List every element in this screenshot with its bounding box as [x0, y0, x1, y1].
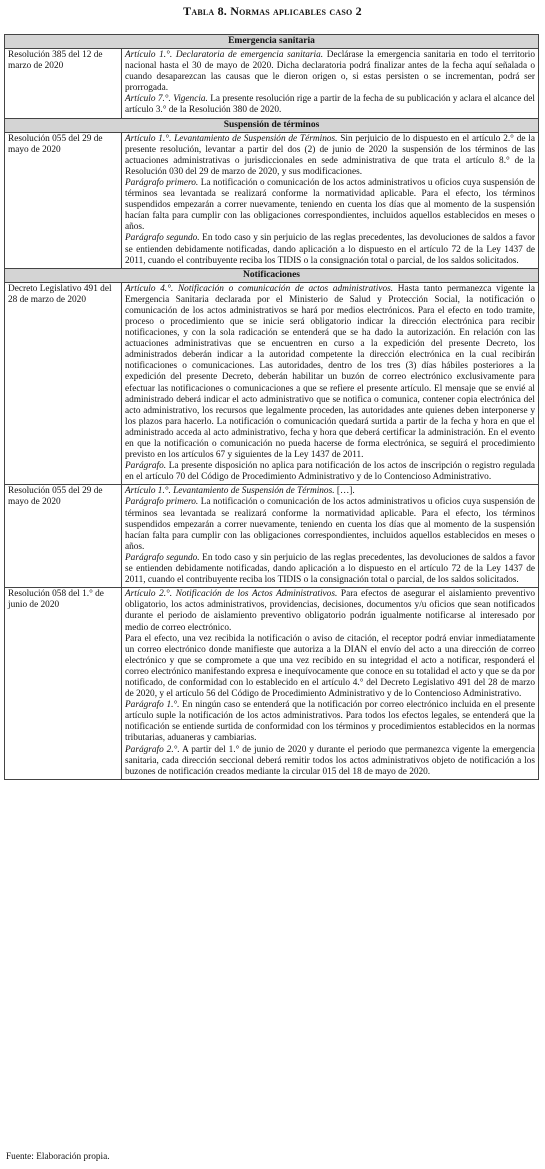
article-label: Parágrafo. — [125, 461, 167, 472]
article-paragraph — [125, 94, 535, 116]
article-label: Artículo 1.°. Levantamiento de Suspensión de Términos. — [125, 486, 335, 497]
article-text: Sin perjuicio de lo dispuesto en el artículo 2.° de la presente resolución, levantar a partir del dos (2) de junio de 2020 la suspensión de los términos de las actuaciones administrativas o jurisdiccionales en sede administrativa de que trata el artículo 8.° de la Resolución 030 del 29 de marzo de 2020, y sus modificaciones. — [125, 133, 535, 177]
table-row — [5, 132, 539, 268]
article-paragraph — [125, 634, 535, 701]
content-cell — [122, 485, 539, 588]
article-paragraph — [125, 461, 535, 483]
article-label: Parágrafo 1.°. — [125, 700, 180, 711]
article-label: Artículo 7.°. Vigencia. — [125, 94, 208, 105]
content-cell — [122, 132, 539, 268]
section-heading: Notificaciones — [5, 268, 539, 282]
content-cell — [122, 588, 539, 780]
section-heading: Suspensión de términos — [5, 118, 539, 132]
norm-cell: Decreto Legislativo 491 del 28 de marzo de 2020 — [5, 282, 122, 485]
section-heading: Emergencia sanitaria — [5, 35, 539, 49]
article-text: La notificación o comunicación de los actos administrativos u oficios cuya suspensión de términos sea levantada se realizará conforme la normatividad aplicable. Para el efecto, los términos suspendidos empezarán a correr nuevamente, teniendo en cuenta los días que al momento de la suspensión hacían falta para cumplir con las obligaciones correspondientes, incluidos aquellos establecidos en meses o años. — [125, 497, 536, 552]
table-row — [5, 49, 539, 119]
article-paragraph — [125, 497, 535, 552]
article-label: Artículo 4.°. Notificación o comunicación de actos administrativos. — [125, 283, 394, 294]
content-cell — [122, 282, 539, 485]
content-cell — [122, 49, 539, 119]
article-text: Para el efecto, una vez recibida la notificación o aviso de citación, el receptor podrá enviar inmediatamente un correo electrónico donde manifieste que autoriza a la DIAN el envío del acto a una dirección de correo electrónico y que se compromete a que una vez recibido en su integridad el acto a notificar, responderá el correo electrónico manifestando expresa e inequívocamente que conoce en su totalidad el acto y que se da por notificado, de conformidad con lo establecido en el artículo 4.° del Decreto Legislativo 491 del 28 de marzo de 2020, y el artículo 56 del Código de Procedimiento Administrativo y de lo Contencioso Administrativo. — [125, 633, 535, 700]
article-text: La presente resolución rige a partir de la fecha de su publicación y aclara el alcance del artículo 3.° de la Resolución 380 de 2020. — [125, 94, 536, 116]
article-text: En ningún caso se entenderá que la notificación por correo electrónico incluida en el presente artículo suple la notificación de los actos administrativos. Para todos los efectos legales, se entenderá que la notificación se entiende surtida de conformidad con los términos y procedimientos establecidos en la normas tributarias, aduaneras y cambiarias. — [125, 700, 535, 744]
article-label: Artículo 1.°. Levantamiento de Suspensión de Términos. — [125, 133, 338, 144]
article-paragraph — [125, 745, 535, 778]
norm-cell: Resolución 385 del 12 de marzo de 2020 — [5, 49, 122, 119]
norm-cell: Resolución 055 del 29 de mayo de 2020 — [5, 132, 122, 268]
section-header-row — [5, 118, 539, 132]
article-label: Parágrafo primero. — [125, 177, 199, 188]
norm-cell: Resolución 055 del 29 de mayo de 2020 — [5, 485, 122, 588]
article-paragraph — [125, 134, 535, 178]
article-text: En todo caso y sin perjuicio de las reglas precedentes, las devoluciones de saldos a favor se entienden debidamente notificadas, dando aplicación a lo dispuesto en el artículo 72 de la Ley 1437 de 2011, cuando el contribuyente reciba los TIDIS o la consignación total o parcial, de los saldos solicitados. — [125, 233, 535, 266]
article-text: Declárase la emergencia sanitaria en todo el territorio nacional hasta el 30 de mayo de 2020. Dicha declaratoria podrá finalizar antes de la fecha aquí señalada o cuando desaparezcan las causas que le dieron origen o, si estas persisten o se incrementan, podrá ser prorrogada. — [125, 50, 535, 94]
article-paragraph — [125, 700, 535, 744]
norm-cell: Resolución 058 del 1.° de junio de 2020 — [5, 588, 122, 780]
article-text: La presente disposición no aplica para notificación de los actos de inscripción o registro regulada en el artículo 70 del Código de Procedimiento Administrativo y de lo Contencioso Administrativo. — [125, 461, 535, 483]
article-text: […]. — [334, 486, 355, 497]
article-text: En todo caso y sin perjuicio de las reglas precedentes, las devoluciones de saldos a favor se entienden debidamente notificadas, dando aplicación a lo dispuesto en el artículo 72 de la Ley 1437 de 2011, cuando el contribuyente reciba los TIDIS o la consignación total o parcial, de los saldos solicitados. — [125, 552, 535, 586]
article-paragraph — [125, 486, 535, 497]
article-text: Hasta tanto permanezca vigente la Emergencia Sanitaria declarada por el Ministerio de Salud y Protección Social, la notificación o comunicación de los actos administrativos se hará por medios electrónicos. Para el efecto en todo tramite, proceso o procedimiento que se inicie será obligatorio indicar la dirección electrónica para recibir notificaciones, y con la sola radicación se entenderá que se ha dado la autorización. En relación con las actuaciones administrativas que se encuentren en curso a la expedición del presente Decreto, los administrados deberán indicar a la autoridad competente la dirección electrónica en la cual recibirán notificaciones o comunicaciones. Las autoridades, dentro de los tres (3) días hábiles posteriores a la expedición del presente Decreto, deberán habilitar un buzón de correo electrónico exclusivamente para efectuar las notificaciones o comunicaciones a que se refiere el presente artículo. El mensaje que se envié al administrado deberá indicar el acto administrativo que se notifica o comunica, contener copia electrónica del acto administrativo, los recursos que legalmente proceden, las autoridades ante quienes deben interponerse y los plazos para hacerlo. La notificación o comunicación quedará surtida a partir de la fecha y hora en que el administrado acceda al acto administrativo, fecha y hora que deberá certificar la administración. En el evento en que la notificación o comunicación no pueda hacerse de forma electrónica, se seguirá el procedimiento previsto en los artículos 67 y siguientes de la Ley 1437 de 2011. — [125, 283, 535, 461]
article-label: Parágrafo segundo. — [125, 233, 200, 244]
article-label: Artículo 1.°. Declaratoria de emergencia sanitaria. — [125, 50, 324, 60]
article-paragraph — [125, 50, 535, 94]
section-header-row — [5, 35, 539, 49]
article-paragraph — [125, 553, 535, 586]
article-paragraph — [125, 589, 535, 633]
table-row — [5, 588, 539, 780]
table-row — [5, 485, 539, 588]
table-row — [5, 282, 539, 485]
norms-table — [4, 34, 539, 780]
article-label: Parágrafo primero. — [125, 497, 199, 508]
article-paragraph — [125, 178, 535, 233]
article-label: Parágrafo 2.°. — [125, 744, 180, 755]
table-title: Tabla 8. Normas aplicables caso 2 — [183, 4, 362, 18]
article-paragraph — [125, 284, 535, 462]
article-paragraph — [125, 233, 535, 266]
section-header-row — [5, 268, 539, 282]
article-text: A partir del 1.° de junio de 2020 y durante el periodo que permanezca vigente la emergencia sanitaria, cada dirección seccional deberá remitir todos los actos administrativos objeto de notificación a los buzones de notificación creados mediante la circular 015 del 18 de mayo de 2020. — [125, 744, 535, 777]
article-text: La notificación o comunicación de los actos administrativos u oficios cuya suspensión de términos sea levantada se realizará conforme la normatividad aplicable. Para el efecto, los términos suspendidos empezarán a correr nuevamente, teniendo en cuenta los días que al momento de la suspensión hacían falta para cumplir con las obligaciones correspondientes, incluidos aquellos establecidos en meses o años. — [125, 177, 536, 233]
norms-table-body — [5, 35, 539, 780]
article-text: Para efectos de asegurar el aislamiento preventivo obligatorio, los actos administrativos, providencias, decisiones, documentos y/u oficios que sean notificados durante el periodo de aislamiento preventivo obligatorio podrán igualmente notificarse al interesado por medio de correo electrónico. — [125, 589, 535, 633]
source-note: Fuente: Elaboración propia. — [6, 1152, 110, 1162]
article-label: Artículo 2.°. Notificación de los Actos Administrativos. — [125, 589, 338, 600]
article-label: Parágrafo segundo. — [125, 552, 200, 563]
